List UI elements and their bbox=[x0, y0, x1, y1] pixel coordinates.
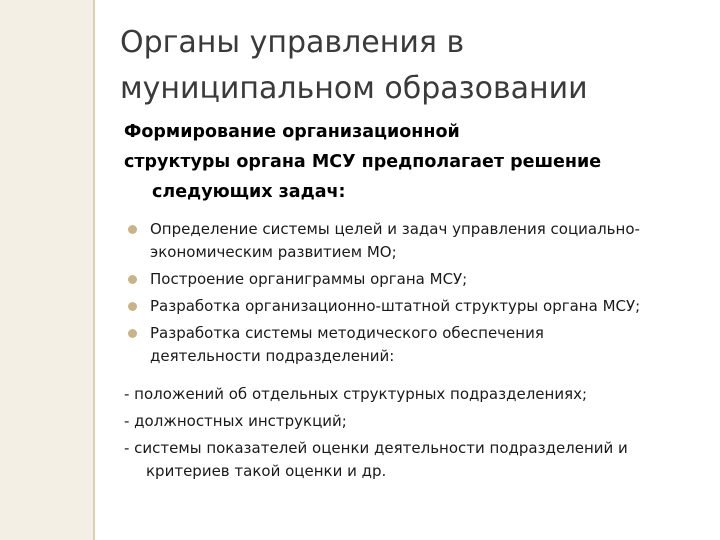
dash-item bbox=[124, 410, 700, 433]
bullet-item bbox=[128, 268, 700, 291]
dash-line: - системы показателей оценки деятельности подразделений и bbox=[124, 439, 628, 457]
bullet-dot-icon bbox=[128, 275, 137, 284]
slide-title bbox=[120, 20, 700, 112]
bullet-item bbox=[128, 218, 700, 264]
title-line: муниципальном образовании bbox=[120, 71, 588, 106]
bullet-line: Разработка системы методического обеспечения bbox=[150, 324, 544, 342]
dash-item bbox=[124, 383, 700, 406]
bullet-dot-icon bbox=[128, 329, 137, 338]
dash-list bbox=[124, 383, 700, 487]
title-line: Органы управления в bbox=[120, 25, 465, 60]
intro-line: следующих задач: bbox=[152, 182, 346, 202]
bullet-dot-icon bbox=[128, 225, 137, 234]
side-band bbox=[0, 0, 93, 540]
side-divider-line bbox=[93, 0, 95, 540]
dash-line: критериев такой оценки и др. bbox=[146, 462, 387, 480]
intro-text bbox=[124, 117, 684, 207]
bullet-item bbox=[128, 295, 700, 318]
bullet-list bbox=[128, 218, 700, 372]
intro-line: структуры органа МСУ предполагает решение bbox=[124, 152, 602, 172]
dash-line: - положений об отдельных структурных подразделениях; bbox=[124, 385, 588, 403]
bullet-line: Определение системы целей и задач управления социально- bbox=[150, 220, 640, 238]
bullet-line: Разработка организационно-штатной структуры органа МСУ; bbox=[150, 297, 641, 315]
bullet-line: экономическим развитием МО; bbox=[150, 243, 397, 261]
intro-line: Формирование организационной bbox=[124, 122, 460, 142]
bullet-dot-icon bbox=[128, 302, 137, 311]
dash-item bbox=[124, 437, 700, 483]
bullet-item bbox=[128, 322, 700, 368]
bullet-line: Построение органиграммы органа МСУ; bbox=[150, 270, 468, 288]
dash-line: - должностных инструкций; bbox=[124, 412, 347, 430]
bullet-line: деятельности подразделений: bbox=[150, 347, 395, 365]
